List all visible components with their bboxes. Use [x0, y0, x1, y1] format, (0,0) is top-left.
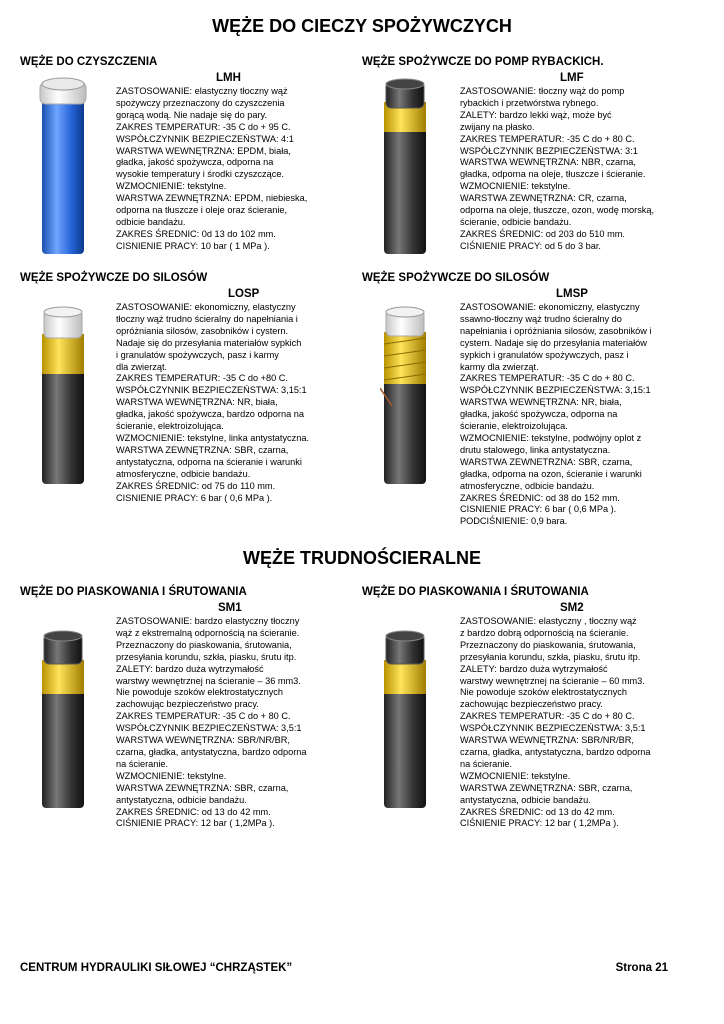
- page-title: WĘŻE DO CIECZY SPOŻYWCZYCH: [212, 16, 512, 36]
- product-sm2: [362, 586, 692, 836]
- footer-company: CENTRUM HYDRAULIKI SIŁOWEJ “CHRZĄSTEK”: [20, 962, 293, 974]
- product-description: ZASTOSOWANIE: elastyczny , tłoczny wąż z bardzo dobrą odpornością na ścieranie. Przeznaczony do piaskowania, śrutowania, przesyłania korundu, szkła, piasku, śrutu itp. ZALETY: bardzo duża wytrzymałość warstwy wewnętrznej na ścieranie – 60 mm3. Nie powoduje szoków elektrostatycznych zachowując bezpieczeństwo pracy. ZAKRES TEMPERATUR: -35 C do + 80 C. WSPÓŁCZYNNIK BEZPIECZEŃSTWA: 3,5:1 WARSTWA WEWNĘTRZNA: SBR/NR/BR, czarna, gładka, antystatyczna, bardzo odporna na ścieranie. WZMOCNIENIE: tekstylne. WARSTWA ZEWNĘTRZNA: SBR, czarna, antystatyczna, odbicie bandażu. ZAKRES ŚREDNIC: od 13 do 42 mm. CIŚNIENIE PRACY: 12 bar ( 1,2MPa ).: [460, 616, 651, 829]
- product-code: LMSP: [556, 288, 588, 300]
- product-code: LMH: [216, 72, 241, 84]
- product-heading: WĘŻE SPOŻYWCZE DO SILOSÓW: [20, 272, 208, 284]
- sandblasting-hose-image: [38, 630, 88, 810]
- product-code: LMF: [560, 72, 584, 84]
- black-yellow-hose-image: [380, 76, 430, 256]
- wire-reinforced-hose-image: [380, 306, 430, 486]
- product-description: ZASTOSOWANIE: ekonomiczny, elastyczny ssawno-tłoczny wąż trudno ścieralny do napełniania i opróżniania silosów, zasobników i cystern. Nadaje się do przesyłania materiałów sypkich i granulatów spożywczych, pasz i karmy dla zwierząt. ZAKRES TEMPERATUR: -35 C do + 80 C. WSPÓŁCZYNNIK BEZPIECZEŃSTWA: 3,15:1 WARSTWA WEWNĘTRZNA: NR, biała, gładka, jakość spożywcza, odporna na ścieranie, elektroizolująca. WZMOCNIENIE: tekstylne, podwójny oplot z drutu stalowego, linka antystatyczna. WARSTWA ZEWNETRZNA: SBR, czarna, gładka, odporna na ozon, ścieranie i warunki atmosferyczne, odbicie bandażu. ZAKRES ŚREDNIC: od 38 do 152 mm. CISNIENIE PRACY: 6 bar ( 0,6 MPa ). PODCIŚNIENIE: 0,9 bara.: [460, 302, 652, 527]
- product-lmsp: [362, 272, 692, 532]
- product-description: ZASTOSOWANIE: bardzo elastyczny tłoczny wąż z ekstremalną odpornością na ścieranie. Przeznaczony do piaskowania, śrutowania, przesyłania korundu, szkła, piasku, śrutu itp. ZALETY: bardzo duża wytrzymałość warstwy wewnętrznej na ścieranie – 36 mm3. Nie powoduje szoków elektrostatycznych zachowując bezpieczeństwo pracy. ZAKRES TEMPERATUR: -35 C do + 80 C. WSPÓŁCZYNNIK BEZPIECZEŃSTWA: 3,5:1 WARSTWA WEWNĘTRZNA: SBR/NR/BR, czarna, gładka, antystatyczna, bardzo odporna na ścieranie. WZMOCNIENIE: tekstylne. WARSTWA ZEWNĘTRZNA: SBR, czarna, antystatyczna, odbicie bandażu. ZAKRES ŚREDNIC: od 13 do 42 mm. CIŚNIENIE PRACY: 12 bar ( 1,2MPa ).: [116, 616, 307, 829]
- product-lmh: [20, 56, 350, 261]
- white-yellow-black-hose-image: [38, 306, 88, 486]
- product-description: ZASTOSOWANIE: tłoczny wąż do pomp rybackich i przetwórstwa rybnego. ZALETY: bardzo lekki wąż, może być zwijany na płasko. ZAKRES TEMPERATUR: -35 C do + 80 C. WSPÓŁCZYNNIK BEZPIECZEŃSTWA: 3:1 WARSTWA WEWNĘTRZNA: NBR, czarna, gładka, odporna na oleje, tłuszcze i ścieranie. WZMOCNIENIE: tekstylne. WARSTWA ZEWNĘTRZNA: CR, czarna, odporna na oleje, tłuszcze, ozon, wodę morską, ścieranie, odbicie bandażu. ZAKRES ŚREDNIC: od 203 do 510 mm. CIŚNIENIE PRACY: od 5 do 3 bar.: [460, 86, 655, 251]
- footer-page-number: Strona 21: [615, 962, 668, 974]
- product-code: LOSP: [228, 288, 260, 300]
- product-heading: WĘŻE DO CZYSZCZENIA: [20, 56, 158, 68]
- product-sm1: [20, 586, 350, 836]
- product-lmf: [362, 56, 692, 261]
- product-heading: WĘŻE DO PIASKOWANIA I ŚRUTOWANIA: [362, 586, 589, 598]
- product-heading: WĘŻE SPOŻYWCZE DO SILOSÓW: [362, 272, 550, 284]
- blue-hose-image: [38, 76, 88, 256]
- product-description: ZASTOSOWANIE: elastyczny tłoczny wąż spożywczy przeznaczony do czyszczenia gorącą wodą. Nie nadaje się do pary. ZAKRES TEMPERATUR: -35 C do + 95 C. WSPÓŁCZYNNIK BEZPIECZEŃSTWA: 4:1 WARSTWA WEWNĘTRZNA: EPDM, biała, gładka, jakość spożywcza, odporna na wysokie temperatury i środki czyszczące. WZMOCNIENIE: tekstylne. WARSTWA ZEWNĘTRZNA: EPDM, niebieska, odporna na tłuszcze i oleje oraz ścieranie, odbicie bandażu. ZAKRES ŚREDNIC: 0d 13 do 102 mm. CISNIENIE PRACY: 10 bar ( 1 MPa ).: [116, 86, 308, 251]
- section-title: WĘŻE TRUDNOŚCIERALNE: [243, 548, 481, 568]
- product-code: SM2: [560, 602, 584, 614]
- product-heading: WĘŻE SPOŻYWCZE DO POMP RYBACKICH.: [362, 56, 604, 68]
- product-code: SM1: [218, 602, 242, 614]
- product-description: ZASTOSOWANIE: ekonomiczny, elastyczny tłoczny wąż trudno ścieralny do napełniania i opróżniania silosów, zasobników i cystern. Nadaje się do przesyłania materiałów sypkich i granulatów spożywczych, pasz i karmy dla zwierząt. ZAKRES TEMPERATUR: -35 C do +80 C. WSPÓŁCZYNNIK BEZPIECZEŃSTWA: 3,15:1 WARSTWA WEWNĘTRZNA: NR, biała, gładka, jakość spożywcza, bardzo odporna na ścieranie, elektroizolująca. WZMOCNIENIE: tekstylne, linka antystatyczna. WARSTWA ZEWNĘTRZNA: SBR, czarna, antystatyczna, odporna na ścieranie i warunki atmosferyczne, odbicie bandażu. ZAKRES ŚREDNIC: od 75 do 110 mm. CISNIENIE PRACY: 6 bar ( 0,6 MPa ).: [116, 302, 309, 503]
- product-heading: WĘŻE DO PIASKOWANIA I ŚRUTOWANIA: [20, 586, 247, 598]
- sandblasting-hose-image: [380, 630, 430, 810]
- product-losp: [20, 272, 350, 512]
